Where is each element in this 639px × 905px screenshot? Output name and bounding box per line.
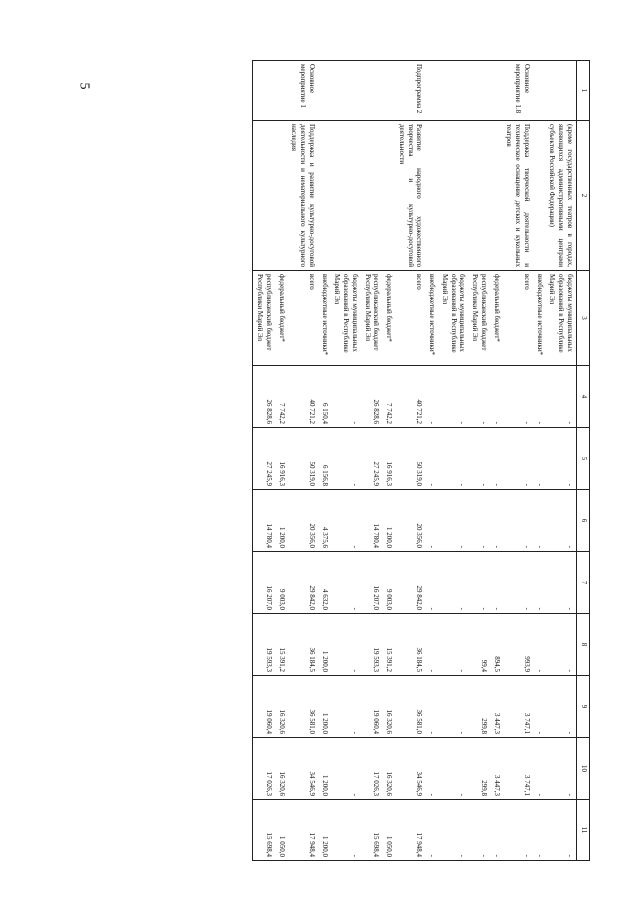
value-cell-8: 993,9: [503, 614, 533, 676]
value-cell-8: -: [533, 614, 546, 676]
value-cell-10: -: [546, 738, 577, 800]
value-cell-5: 50 319,0: [395, 428, 425, 490]
value-cell-6: 20 356,0: [395, 490, 425, 552]
value-cell-8: -: [438, 614, 468, 676]
value-cell-6: -: [490, 490, 503, 552]
value-cell-6: -: [503, 490, 533, 552]
value-cell-4: -: [426, 366, 439, 428]
table-row: [275, 61, 288, 861]
value-cell-7: -: [533, 552, 546, 614]
value-cell-4: -: [331, 366, 361, 428]
table-row: [533, 61, 546, 861]
header-cell-6: 6: [577, 490, 590, 552]
value-cell-5: 50 319,0: [288, 428, 318, 490]
program-title-cell: [438, 121, 468, 271]
value-cell-5: -: [438, 428, 468, 490]
value-cell-9: 299,8: [469, 676, 491, 738]
funding-source-cell: федеральный бюджет*: [383, 271, 396, 366]
table-body: [253, 61, 577, 861]
value-cell-5: -: [546, 428, 577, 490]
value-cell-4: -: [469, 366, 491, 428]
funding-source-cell: всего: [503, 271, 533, 366]
value-cell-5: 16 916,3: [275, 428, 288, 490]
table-row: [503, 61, 533, 861]
value-cell-6: -: [533, 490, 546, 552]
value-cell-7: 16 207,0: [361, 552, 383, 614]
program-code-cell: [318, 61, 331, 121]
value-cell-4: -: [533, 366, 546, 428]
value-cell-4: -: [490, 366, 503, 428]
value-cell-9: 36 581,0: [395, 676, 425, 738]
value-cell-8: 894,5: [490, 614, 503, 676]
header-cell-7: 7: [577, 552, 590, 614]
program-title-cell: [490, 121, 503, 271]
program-title-cell: [331, 121, 361, 271]
program-code-cell: [383, 61, 396, 121]
value-cell-10: 17 026,3: [361, 738, 383, 800]
funding-source-cell: внебюджетные источники*: [533, 271, 546, 366]
program-title-cell: [253, 121, 275, 271]
value-cell-7: -: [546, 552, 577, 614]
program-code-cell: [438, 61, 468, 121]
program-code-cell: Основное мероприятие 1: [288, 61, 318, 121]
program-title-cell: Поддержка и развитие культурно-досуговой деятельности и нематериального культурного наследия: [288, 121, 318, 271]
value-cell-10: 17 026,3: [253, 738, 275, 800]
program-code-cell: [490, 61, 503, 121]
value-cell-9: -: [546, 676, 577, 738]
value-cell-8: 15 391,2: [383, 614, 396, 676]
value-cell-11: -: [469, 800, 491, 861]
program-title-cell: [533, 121, 546, 271]
program-code-cell: [275, 61, 288, 121]
header-cell-3: 3: [577, 271, 590, 366]
value-cell-6: 14 780,4: [361, 490, 383, 552]
program-code-cell: Подпрограмма 2: [395, 61, 425, 121]
value-cell-8: 36 184,5: [395, 614, 425, 676]
table-row: [288, 61, 318, 861]
value-cell-5: 27 245,9: [361, 428, 383, 490]
table-row: [253, 61, 275, 861]
value-cell-6: -: [546, 490, 577, 552]
value-cell-11: 1 200,0: [318, 800, 331, 861]
funding-source-cell: всего: [288, 271, 318, 366]
rotated-table-container: [70, 60, 590, 860]
header-cell-1: 1: [577, 61, 590, 121]
value-cell-7: -: [490, 552, 503, 614]
header-cell-2: 2: [577, 121, 590, 271]
value-cell-10: 1 200,0: [318, 738, 331, 800]
value-cell-8: -: [546, 614, 577, 676]
table-row: [383, 61, 396, 861]
value-cell-11: 15 698,4: [361, 800, 383, 861]
program-title-cell: [318, 121, 331, 271]
value-cell-7: 4 632,0: [318, 552, 331, 614]
value-cell-9: -: [533, 676, 546, 738]
program-title-cell: [361, 121, 383, 271]
value-cell-9: 16 320,6: [383, 676, 396, 738]
value-cell-11: 1 050,0: [383, 800, 396, 861]
value-cell-4: 6 150,4: [318, 366, 331, 428]
value-cell-7: -: [331, 552, 361, 614]
value-cell-9: 3 447,3: [490, 676, 503, 738]
value-cell-11: 17 948,4: [288, 800, 318, 861]
value-cell-5: -: [331, 428, 361, 490]
value-cell-10: 16 320,6: [383, 738, 396, 800]
value-cell-10: 34 546,9: [288, 738, 318, 800]
table-row: [438, 61, 468, 861]
value-cell-8: 36 184,5: [288, 614, 318, 676]
funding-source-cell: федеральный бюджет*: [275, 271, 288, 366]
value-cell-6: -: [438, 490, 468, 552]
value-cell-10: 299,8: [469, 738, 491, 800]
budget-table: [253, 60, 591, 861]
value-cell-9: -: [331, 676, 361, 738]
funding-source-cell: бюджеты муниципальных образований в Республике Марий Эл: [546, 271, 577, 366]
value-cell-8: -: [426, 614, 439, 676]
value-cell-6: -: [469, 490, 491, 552]
value-cell-4: 40 721,2: [288, 366, 318, 428]
value-cell-4: 40 721,2: [395, 366, 425, 428]
funding-source-cell: республиканский бюджет Республики Марий Эл: [253, 271, 275, 366]
header-cell-10: 10: [577, 738, 590, 800]
value-cell-4: 26 828,6: [253, 366, 275, 428]
value-cell-5: -: [533, 428, 546, 490]
program-code-cell: Основное мероприятие 1.8: [503, 61, 533, 121]
program-code-cell: [546, 61, 577, 121]
value-cell-6: -: [426, 490, 439, 552]
table-row: [395, 61, 425, 861]
value-cell-9: 19 060,4: [361, 676, 383, 738]
program-title-cell: [469, 121, 491, 271]
value-cell-10: -: [426, 738, 439, 800]
value-cell-9: -: [438, 676, 468, 738]
value-cell-5: -: [503, 428, 533, 490]
value-cell-6: 14 780,4: [253, 490, 275, 552]
table-row: [426, 61, 439, 861]
value-cell-5: 6 156,8: [318, 428, 331, 490]
value-cell-7: 9 003,0: [275, 552, 288, 614]
funding-source-cell: республиканский бюджет Республики Марий Эл: [469, 271, 491, 366]
value-cell-4: 7 742,2: [275, 366, 288, 428]
program-code-cell: [426, 61, 439, 121]
value-cell-11: -: [426, 800, 439, 861]
funding-source-cell: внебюджетные источники*: [426, 271, 439, 366]
value-cell-10: -: [331, 738, 361, 800]
value-cell-11: -: [503, 800, 533, 861]
value-cell-11: 15 698,4: [253, 800, 275, 861]
value-cell-9: 3 747,1: [503, 676, 533, 738]
value-cell-10: 3 747,1: [503, 738, 533, 800]
header-cell-11: 11: [577, 800, 590, 861]
header-cell-4: 4: [577, 366, 590, 428]
value-cell-4: -: [438, 366, 468, 428]
table-row: [361, 61, 383, 861]
program-title-cell: Поддержка творческой деятельности и техническое оснащение детских и кукольных театров: [503, 121, 533, 271]
value-cell-9: 1 200,0: [318, 676, 331, 738]
value-cell-7: -: [438, 552, 468, 614]
value-cell-11: -: [331, 800, 361, 861]
funding-source-cell: всего: [395, 271, 425, 366]
value-cell-11: 17 948,4: [395, 800, 425, 861]
value-cell-7: 29 842,0: [395, 552, 425, 614]
value-cell-7: -: [469, 552, 491, 614]
value-cell-8: 1 200,0: [318, 614, 331, 676]
value-cell-10: 34 546,9: [395, 738, 425, 800]
funding-source-cell: бюджеты муниципальных образований в Республике Марий Эл: [331, 271, 361, 366]
value-cell-9: 36 581,0: [288, 676, 318, 738]
value-cell-8: 15 391,2: [275, 614, 288, 676]
table-row: [469, 61, 491, 861]
value-cell-7: 29 842,0: [288, 552, 318, 614]
table-row: [318, 61, 331, 861]
program-code-cell: [533, 61, 546, 121]
value-cell-10: -: [438, 738, 468, 800]
program-code-cell: [331, 61, 361, 121]
value-cell-4: -: [546, 366, 577, 428]
header-cell-5: 5: [577, 428, 590, 490]
program-title-cell: (кроме государственных театров в городах, являющихся административными центрами субъектов Российской Федерации): [546, 121, 577, 271]
value-cell-6: 1 200,0: [383, 490, 396, 552]
value-cell-11: -: [438, 800, 468, 861]
funding-source-cell: внебюджетные источники*: [318, 271, 331, 366]
value-cell-5: 16 916,3: [383, 428, 396, 490]
table-header-row: [577, 61, 590, 861]
value-cell-10: 16 320,6: [275, 738, 288, 800]
program-code-cell: [253, 61, 275, 121]
table-row: [546, 61, 577, 861]
value-cell-5: 27 245,9: [253, 428, 275, 490]
value-cell-8: 19 593,3: [361, 614, 383, 676]
value-cell-10: 3 447,3: [490, 738, 503, 800]
value-cell-4: 26 828,6: [361, 366, 383, 428]
value-cell-9: 19 060,4: [253, 676, 275, 738]
value-cell-11: -: [533, 800, 546, 861]
value-cell-9: 16 320,6: [275, 676, 288, 738]
page-number: 5: [76, 82, 92, 90]
program-title-cell: [275, 121, 288, 271]
table-row: [331, 61, 361, 861]
value-cell-7: -: [426, 552, 439, 614]
value-cell-8: 99,4: [469, 614, 491, 676]
value-cell-8: -: [331, 614, 361, 676]
value-cell-7: -: [503, 552, 533, 614]
value-cell-11: -: [490, 800, 503, 861]
value-cell-5: -: [490, 428, 503, 490]
value-cell-6: 4 375,6: [318, 490, 331, 552]
value-cell-11: 1 050,0: [275, 800, 288, 861]
value-cell-7: 16 207,0: [253, 552, 275, 614]
value-cell-6: 1 200,0: [275, 490, 288, 552]
value-cell-4: -: [503, 366, 533, 428]
value-cell-6: -: [331, 490, 361, 552]
program-title-cell: [383, 121, 396, 271]
value-cell-5: -: [426, 428, 439, 490]
program-code-cell: [469, 61, 491, 121]
header-cell-8: 8: [577, 614, 590, 676]
value-cell-6: 20 356,0: [288, 490, 318, 552]
program-code-cell: [361, 61, 383, 121]
value-cell-9: -: [426, 676, 439, 738]
value-cell-8: 19 593,3: [253, 614, 275, 676]
funding-source-cell: федеральный бюджет*: [490, 271, 503, 366]
value-cell-7: 9 003,0: [383, 552, 396, 614]
funding-source-cell: республиканский бюджет Республики Марий Эл: [361, 271, 383, 366]
table-row: [490, 61, 503, 861]
program-title-cell: [426, 121, 439, 271]
value-cell-5: -: [469, 428, 491, 490]
value-cell-10: -: [533, 738, 546, 800]
program-title-cell: Развитие народного художественного творчества и культурно-досуговой деятельности: [395, 121, 425, 271]
value-cell-11: -: [546, 800, 577, 861]
funding-source-cell: бюджеты муниципальных образований в Республике Марий Эл: [438, 271, 468, 366]
value-cell-4: 7 742,2: [383, 366, 396, 428]
header-cell-9: 9: [577, 676, 590, 738]
